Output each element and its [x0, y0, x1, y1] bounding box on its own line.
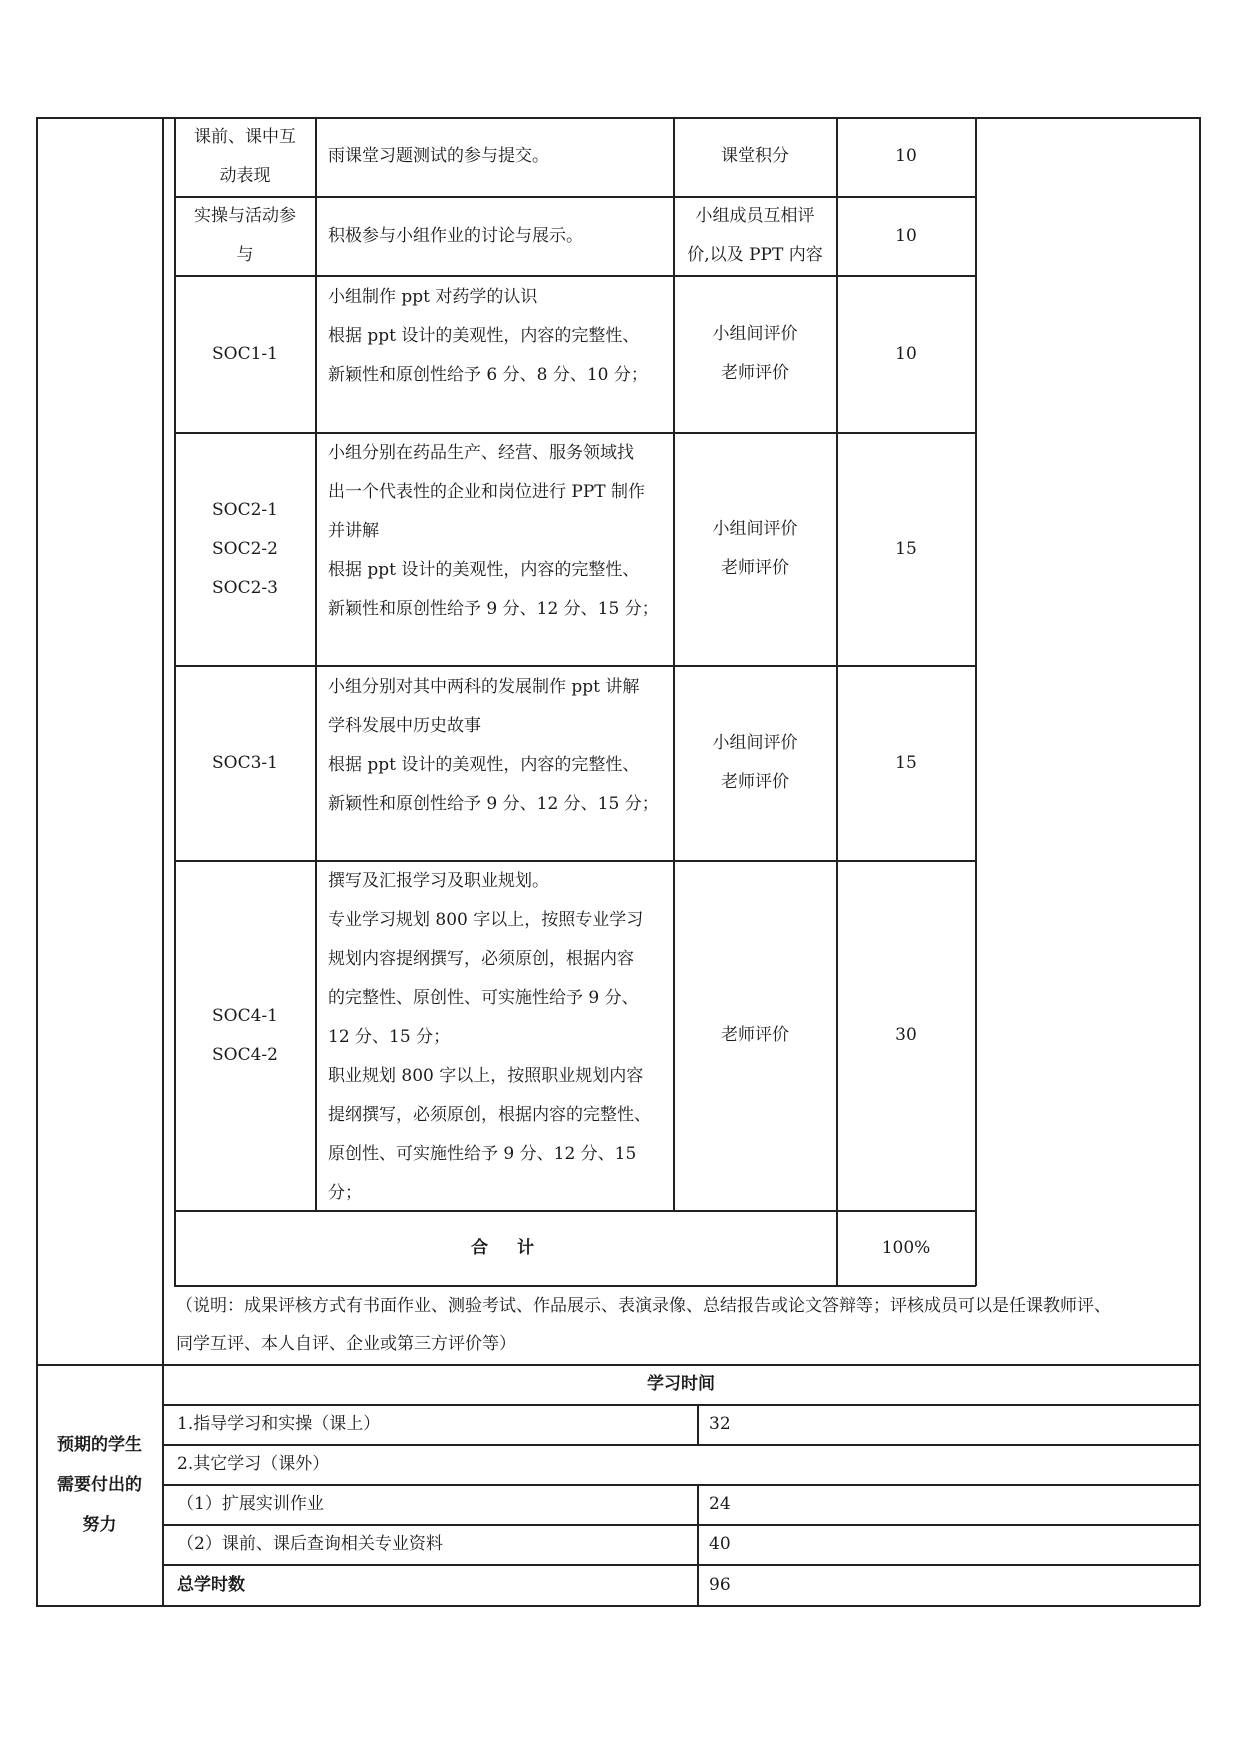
effort-row-label-text: （2）课前、课后查询相关专业资料 — [177, 1534, 443, 1554]
assessment-desc-line: 12 分、15 分； — [328, 1027, 451, 1047]
effort-row-value-text: 32 — [709, 1414, 731, 1434]
assessment-name-cell — [175, 197, 315, 275]
assessment-score: 15 — [895, 538, 917, 559]
assessment-method-line: 老师评价 — [721, 558, 789, 578]
effort-row-value — [698, 1405, 1199, 1444]
assessment-desc-cell — [328, 668, 673, 824]
assessment-score: 10 — [895, 343, 917, 364]
assessment-name-cell — [175, 433, 315, 665]
outer-bottom-border — [36, 1605, 1200, 1607]
assessment-note — [176, 1287, 1196, 1363]
effort-total-label-text: 总学时数 — [177, 1574, 245, 1595]
assessment-method-line: 老师评价 — [721, 772, 789, 792]
assessment-desc-line: 原创性、可实施性给予 9 分、12 分、15 — [328, 1144, 637, 1164]
assessment-desc-line: 撰写及汇报学习及职业规划。 — [328, 871, 549, 891]
inner-col-1 — [315, 117, 317, 1211]
assessment-method-line: 课堂积分 — [721, 146, 789, 166]
effort-row-label — [163, 1525, 697, 1564]
assessment-desc-line: 提纲撰写，必须原创，根据内容的完整性、 — [328, 1105, 651, 1125]
assessment-name-cell — [175, 666, 315, 860]
assessment-desc-cell — [328, 862, 673, 1213]
assessment-desc-line: 根据 ppt 设计的美观性，内容的完整性、 — [328, 326, 640, 346]
outer-right-border — [1199, 117, 1201, 1606]
assessment-method-line: 小组间评价 — [712, 519, 798, 539]
total-label-text: 合 计 — [471, 1237, 540, 1258]
assessment-desc-line: 雨课堂习题测试的参与提交。 — [328, 146, 549, 166]
assessment-method-line: 老师评价 — [721, 363, 789, 383]
effort-left-label — [37, 1365, 162, 1605]
assessment-name-line: SOC3-1 — [212, 752, 278, 773]
effort-row-label — [163, 1405, 697, 1444]
effort-row-label — [163, 1485, 697, 1524]
assessment-name-cell — [175, 861, 315, 1210]
assessment-method-line: 价,以及 PPT 内容 — [687, 245, 823, 265]
assessment-desc-line: 并讲解 — [328, 521, 379, 541]
assessment-desc-line: 小组制作 ppt 对药学的认识 — [328, 287, 538, 307]
effort-row-label-text: （1）扩展实训作业 — [177, 1494, 324, 1514]
assessment-name-cell — [175, 276, 315, 432]
assessment-desc-line: 新颖性和原创性给予 9 分、12 分、15 分； — [328, 794, 659, 814]
assessment-method-cell — [674, 433, 836, 665]
assessment-score: 30 — [895, 1025, 917, 1045]
assessment-desc-line: 根据 ppt 设计的美观性，内容的完整性、 — [328, 755, 640, 775]
assessment-score-cell — [837, 666, 975, 860]
assessment-score-cell — [837, 861, 975, 1210]
assessment-note-line: （说明：成果评核方式有书面作业、测验考试、作品展示、表演录像、总结报告或论文答辩等；评核成员可以是任课教师评、 — [176, 1296, 1111, 1316]
assessment-desc-line: 的完整性、原创性、可实施性给予 9 分、 — [328, 988, 639, 1008]
assessment-desc-line: 新颖性和原创性给予 9 分、12 分、15 分； — [328, 599, 659, 619]
assessment-name-line: SOC1-1 — [212, 343, 278, 364]
effort-header-text: 学习时间 — [647, 1374, 715, 1394]
assessment-method-cell — [674, 117, 836, 196]
assessment-desc-line: 小组分别在药品生产、经营、服务领域找 — [328, 443, 634, 463]
assessment-method-cell — [674, 861, 836, 1210]
assessment-desc-cell — [328, 434, 673, 629]
effort-row-label — [163, 1445, 1199, 1484]
effort-left-label-line: 努力 — [82, 1515, 117, 1535]
assessment-note-line: 同学互评、本人自评、企业或第三方评价等） — [176, 1334, 516, 1354]
assessment-name-line: SOC4-2 — [212, 1044, 278, 1065]
effort-header — [163, 1365, 1199, 1404]
effort-row-label-text: 2.其它学习（课外） — [177, 1454, 330, 1474]
assessment-name-line: SOC2-3 — [212, 577, 278, 598]
assessment-name-line: 实操与活动参 — [194, 206, 296, 226]
assessment-name-line: 动表现 — [219, 165, 271, 186]
assessment-name-line: SOC2-1 — [212, 499, 278, 520]
assessment-method-line: 小组间评价 — [712, 733, 798, 753]
assessment-method-line: 小组间评价 — [712, 324, 798, 344]
assessment-score: 10 — [895, 225, 917, 246]
assessment-score-cell — [837, 117, 975, 196]
total-label — [175, 1211, 836, 1285]
assessment-name-cell — [175, 117, 315, 196]
assessment-name-line: 课前、课中互 — [194, 126, 296, 147]
assessment-score: 15 — [895, 752, 917, 773]
assessment-desc-line: 根据 ppt 设计的美观性，内容的完整性、 — [328, 560, 640, 580]
assessment-name-line: SOC2-2 — [212, 538, 278, 559]
assessment-method-line: 小组成员互相评 — [695, 206, 815, 226]
assessment-desc-line: 出一个代表性的企业和岗位进行 PPT 制作 — [328, 482, 646, 502]
assessment-desc-line: 分； — [328, 1183, 362, 1203]
effort-left-label-line: 预期的学生 — [57, 1435, 142, 1455]
inner-table-right — [975, 117, 977, 1286]
assessment-desc-cell — [316, 197, 673, 275]
assessment-method-cell — [674, 666, 836, 860]
effort-row-value — [698, 1525, 1199, 1564]
effort-row-value-text: 40 — [709, 1534, 731, 1554]
assessment-desc-line: 职业规划 800 字以上，按照职业规划内容 — [328, 1066, 644, 1086]
assessment-desc-line: 规划内容提纲撰写，必须原创，根据内容 — [328, 949, 634, 969]
effort-total-value — [698, 1565, 1199, 1605]
assessment-score-cell — [837, 433, 975, 665]
effort-row-value-text: 24 — [709, 1494, 731, 1514]
assessment-score-cell — [837, 276, 975, 432]
assessment-name-line: 与 — [236, 245, 254, 265]
effort-total-label — [163, 1565, 697, 1605]
effort-left-label-line: 需要付出的 — [57, 1475, 142, 1495]
assessment-desc-line: 新颖性和原创性给予 6 分、8 分、10 分； — [328, 365, 648, 385]
effort-row-value — [698, 1485, 1199, 1524]
assessment-method-line: 老师评价 — [721, 1025, 789, 1045]
total-value — [837, 1211, 975, 1285]
assessment-desc-line: 积极参与小组作业的讨论与展示。 — [328, 225, 583, 246]
assessment-score-cell — [837, 197, 975, 275]
assessment-method-cell — [674, 276, 836, 432]
assessment-desc-cell — [328, 278, 673, 395]
assessment-desc-line: 小组分别对其中两科的发展制作 ppt 讲解 — [328, 677, 640, 697]
assessment-name-line: SOC4-1 — [212, 1005, 278, 1026]
assessment-desc-cell — [316, 117, 673, 196]
assessment-method-cell — [674, 197, 836, 275]
assessment-desc-line: 学科发展中历史故事 — [328, 716, 481, 736]
assessment-score: 10 — [895, 146, 917, 166]
assessment-desc-line: 专业学习规划 800 字以上，按照专业学习 — [328, 910, 644, 930]
effort-row-label-text: 1.指导学习和实操（课上） — [177, 1414, 381, 1434]
effort-total-value-text: 96 — [709, 1574, 731, 1595]
total-value-text: 100% — [881, 1237, 931, 1258]
